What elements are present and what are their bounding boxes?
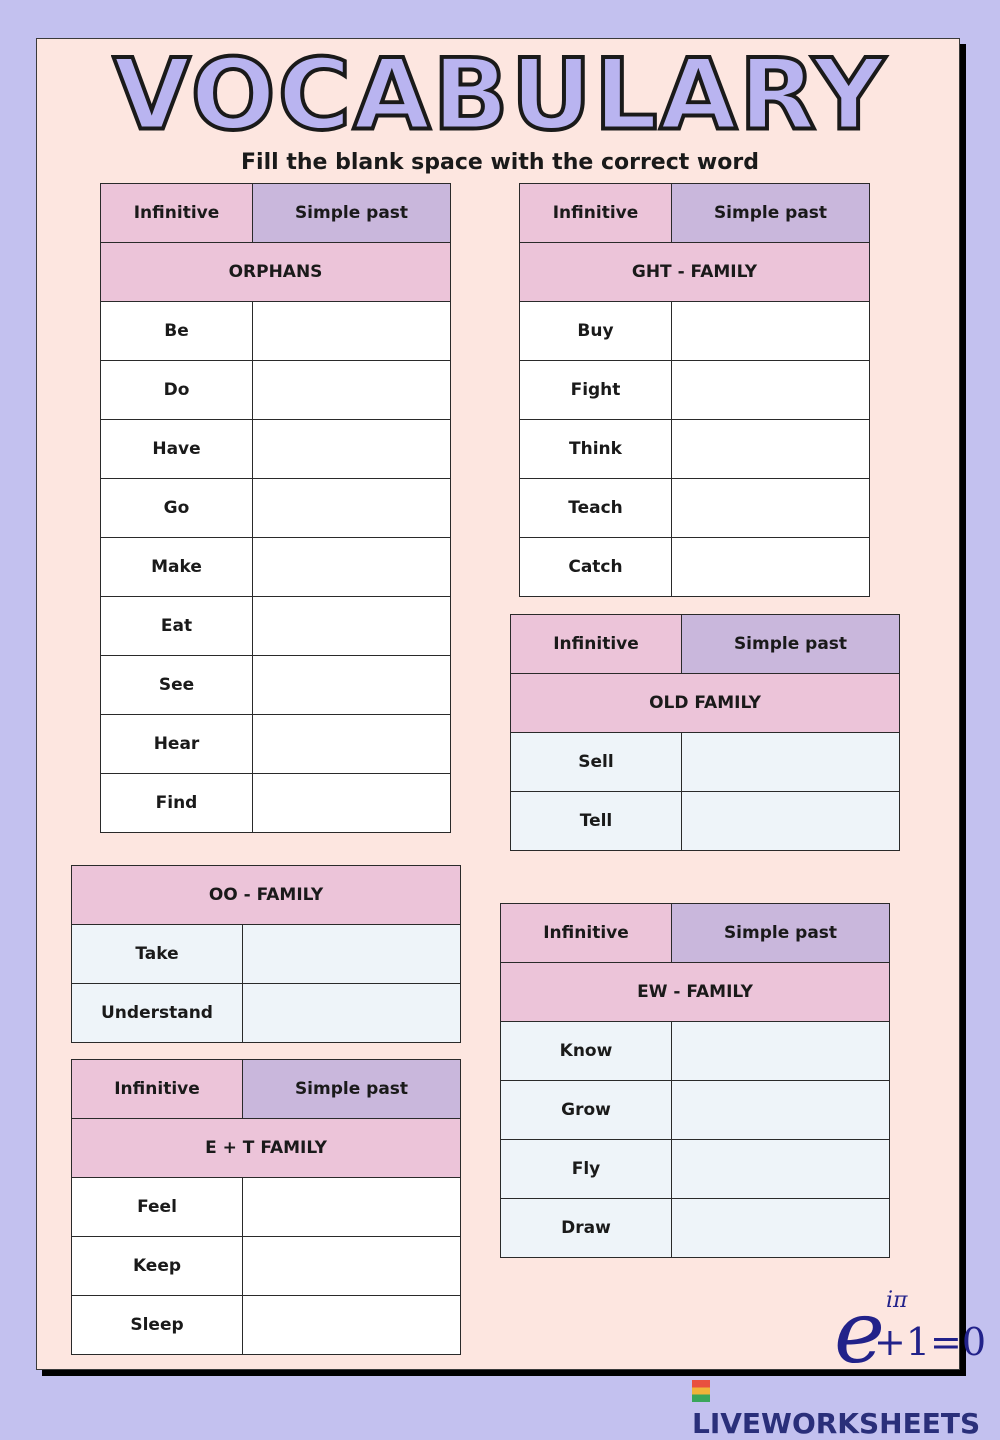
- header-infinitive: Infinitive: [520, 184, 672, 243]
- family-label: GHT - FAMILY: [520, 243, 870, 302]
- word-cell: Fly: [501, 1140, 672, 1199]
- family-label: EW - FAMILY: [501, 963, 890, 1022]
- table-e-t-family: [71, 1059, 461, 1355]
- word-cell: Hear: [101, 715, 253, 774]
- euler-rest: +1=0: [874, 1320, 987, 1364]
- answer-blank[interactable]: [253, 774, 451, 833]
- answer-blank[interactable]: [243, 925, 461, 984]
- answer-blank[interactable]: [682, 733, 900, 792]
- answer-blank[interactable]: [243, 1178, 461, 1237]
- answer-blank[interactable]: [672, 538, 870, 597]
- word-cell: Know: [501, 1022, 672, 1081]
- answer-blank[interactable]: [243, 1237, 461, 1296]
- answer-blank[interactable]: [672, 479, 870, 538]
- answer-blank[interactable]: [672, 1022, 890, 1081]
- answer-blank[interactable]: [672, 302, 870, 361]
- word-cell: Keep: [72, 1237, 243, 1296]
- word-cell: Teach: [520, 479, 672, 538]
- answer-blank[interactable]: [672, 1140, 890, 1199]
- word-cell: Catch: [520, 538, 672, 597]
- word-cell: Make: [101, 538, 253, 597]
- word-cell: Tell: [511, 792, 682, 851]
- answer-blank[interactable]: [682, 792, 900, 851]
- table-oo-family: [71, 865, 461, 1043]
- table-ght-family: [519, 183, 870, 597]
- word-cell: See: [101, 656, 253, 715]
- table-orphans: [100, 183, 451, 833]
- answer-blank[interactable]: [253, 715, 451, 774]
- word-cell: Go: [101, 479, 253, 538]
- word-cell: Sell: [511, 733, 682, 792]
- answer-blank[interactable]: [253, 538, 451, 597]
- family-label: ORPHANS: [101, 243, 451, 302]
- brand-text: LIVEWORKSHEETS: [692, 1407, 981, 1440]
- answer-blank[interactable]: [672, 420, 870, 479]
- word-cell: Take: [72, 925, 243, 984]
- answer-blank[interactable]: [243, 1296, 461, 1355]
- word-cell: Have: [101, 420, 253, 479]
- answer-blank[interactable]: [253, 479, 451, 538]
- header-infinitive: Infinitive: [101, 184, 253, 243]
- word-cell: Sleep: [72, 1296, 243, 1355]
- euler-e: e: [834, 1283, 885, 1383]
- word-cell: Fight: [520, 361, 672, 420]
- liveworksheets-brand[interactable]: [692, 1374, 1000, 1440]
- family-label: OLD FAMILY: [511, 674, 900, 733]
- family-label: OO - FAMILY: [72, 866, 461, 925]
- euler-logo: [834, 1283, 987, 1383]
- word-cell: Buy: [520, 302, 672, 361]
- header-simple-past: Simple past: [672, 184, 870, 243]
- family-label: E + T FAMILY: [72, 1119, 461, 1178]
- word-cell: Do: [101, 361, 253, 420]
- header-simple-past: Simple past: [672, 904, 890, 963]
- answer-blank[interactable]: [253, 361, 451, 420]
- header-simple-past: Simple past: [253, 184, 451, 243]
- live-badge-icon: [692, 1380, 710, 1402]
- word-cell: Feel: [72, 1178, 243, 1237]
- header-infinitive: Infinitive: [501, 904, 672, 963]
- word-cell: Think: [520, 420, 672, 479]
- header-simple-past: Simple past: [682, 615, 900, 674]
- table-ew-family: [500, 903, 890, 1258]
- header-infinitive: Infinitive: [72, 1060, 243, 1119]
- answer-blank[interactable]: [672, 1081, 890, 1140]
- answer-blank[interactable]: [253, 656, 451, 715]
- answer-blank[interactable]: [243, 984, 461, 1043]
- header-infinitive: Infinitive: [511, 615, 682, 674]
- header-simple-past: Simple past: [243, 1060, 461, 1119]
- answer-blank[interactable]: [672, 361, 870, 420]
- answer-blank[interactable]: [253, 302, 451, 361]
- word-cell: Eat: [101, 597, 253, 656]
- word-cell: Grow: [501, 1081, 672, 1140]
- word-cell: Understand: [72, 984, 243, 1043]
- word-cell: Find: [101, 774, 253, 833]
- euler-exponent: iπ: [886, 1288, 908, 1313]
- answer-blank[interactable]: [672, 1199, 890, 1258]
- word-cell: Draw: [501, 1199, 672, 1258]
- answer-blank[interactable]: [253, 597, 451, 656]
- word-cell: Be: [101, 302, 253, 361]
- answer-blank[interactable]: [253, 420, 451, 479]
- page-title: VOCABULARY: [113, 37, 887, 152]
- table-old-family: [510, 614, 900, 851]
- instructions: Fill the blank space with the correct word: [241, 150, 759, 175]
